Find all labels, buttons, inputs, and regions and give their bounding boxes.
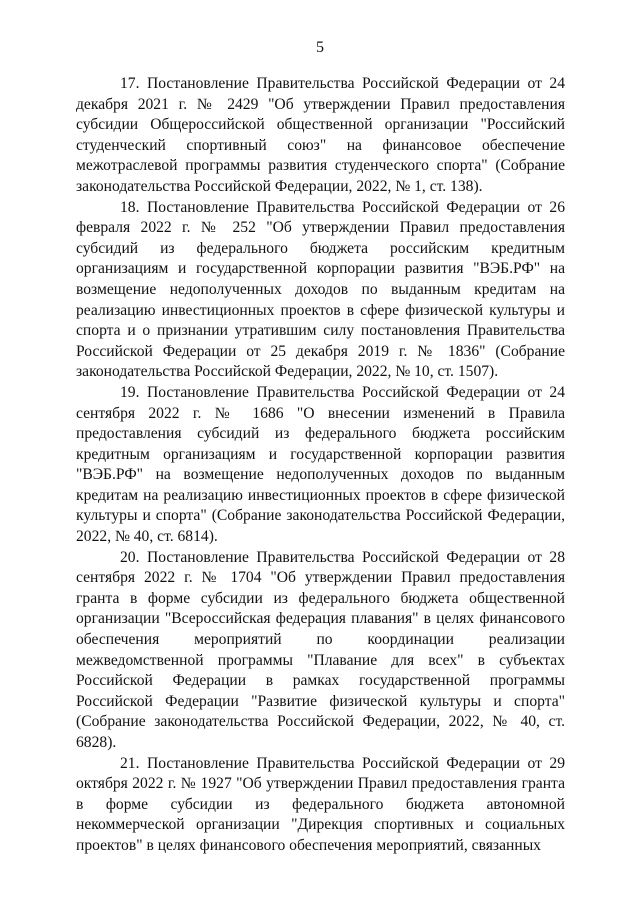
list-item-21: 21. Постановление Правительства Российской Федерации от 29 октября 2022 г. № 1927 "Об утверждении Правил предоставления гранта в форме субсидии из федерального бюджета автономной некоммерческой организации "Дирекция спортивных и социальных проектов" в целях финансового обеспечения мероприятий, связанных xyxy=(76,754,565,854)
list-item-17: 17. Постановление Правительства Российской Федерации от 24 декабря 2021 г. № 2429 "Об утверждении Правил предоставления субсидии Общероссийской общественной организации "Российский студенческий спортивный союз" на финансовое обеспечение межотраслевой программы развития студенческого спорта" (Собрание законодательства Российской Федерации, 2022, № 1, ст. 138). xyxy=(76,75,565,195)
list-item-18: 18. Постановление Правительства Российской Федерации от 26 февраля 2022 г. № 252 "Об утверждении Правил предоставления субсидий из федерального бюджета российским кредитным организациям и государственной корпорации развития "ВЭБ.РФ" на возмещение недополученных доходов по выданным кредитам на реализацию инвестиционных проектов в сфере физической культуры и спорта и о признании утратившим силу постановления Правительства Российской Федерации от 25 декабря 2019 г. № 1836" (Собрание законодательства Российской Федерации, 2022, № 10, ст. 1507). xyxy=(76,198,565,381)
document-body xyxy=(76,74,565,857)
page-number: 5 xyxy=(316,39,324,56)
list-item-19: 19. Постановление Правительства Российской Федерации от 24 сентября 2022 г. № 1686 "О внесении изменений в Правила предоставления субсидий из федерального бюджета российским кредитным организациям и государственной корпорации развития "ВЭБ.РФ" на возмещение недополученных доходов по выданным кредитам на реализацию инвестиционных проектов в сфере физической культуры и спорта" (Собрание законодательства Российской Федерации, 2022, № 40, ст. 6814). xyxy=(76,383,565,546)
list-item-20: 20. Постановление Правительства Российской Федерации от 28 сентября 2022 г. № 1704 "Об утверждении Правил предоставления гранта в форме субсидии из федерального бюджета общественной организации "Всероссийская федерация плавания" в целях финансового обеспечения мероприятий по координации реализации межведомственной программы "Плавание для всех" в субъектах Российской Федерации в рамках государственной программы Российской Федерации "Развитие физической культуры и спорта" (Собрание законодательства Российской Федерации, 2022, № 40, ст. 6828). xyxy=(76,548,565,751)
